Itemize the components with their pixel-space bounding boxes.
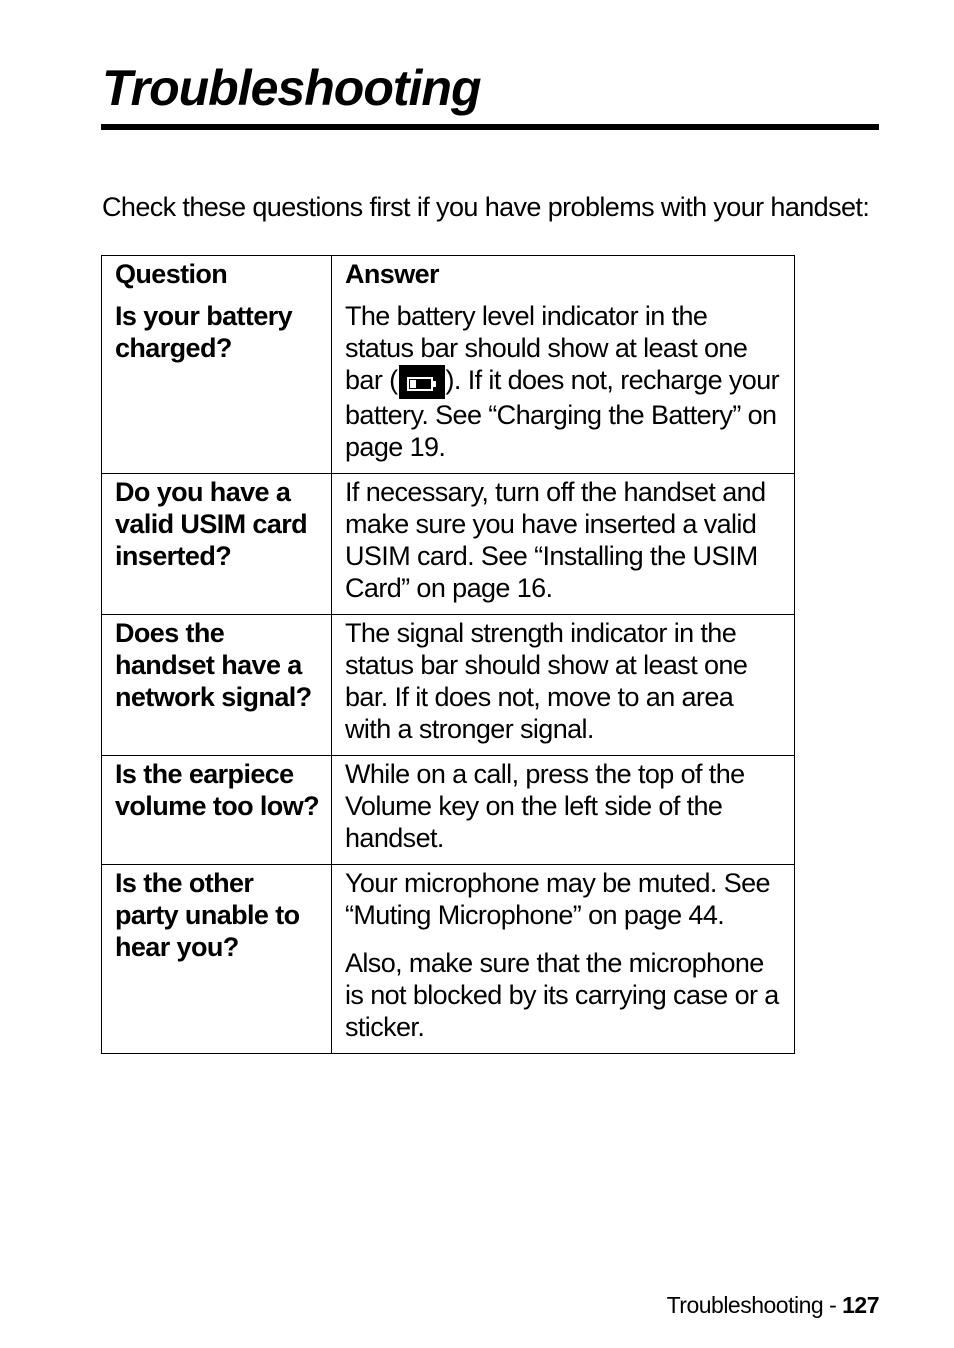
- page-number: 127: [842, 1292, 879, 1318]
- table-row: [102, 865, 795, 1054]
- battery-one-bar-icon: [399, 365, 445, 399]
- answer-text-part-2: ). If it does not, recharge your battery. See “Charging the Battery” on page 19.: [345, 365, 780, 462]
- troubleshooting-table: [101, 255, 795, 1054]
- answer-column-header: Answer: [345, 259, 439, 289]
- question-cell: [102, 256, 332, 474]
- question-cell: [102, 474, 332, 615]
- question-text: Do you have a valid USIM card inserted?: [115, 477, 308, 571]
- answer-cell: [332, 256, 795, 474]
- title-rule: [101, 124, 879, 130]
- question-column-header: Question: [115, 259, 228, 289]
- answer-text: If necessary, turn off the handset and make sure you have inserted a valid USIM card. See “Installing the USIM Card” on page 16.: [345, 477, 766, 603]
- answer-text-2: Also, make sure that the microphone is not blocked by its carrying case or a sticker.: [345, 948, 779, 1042]
- question-cell: [102, 615, 332, 756]
- table-row: [102, 256, 795, 474]
- question-text: Is your battery charged?: [115, 301, 293, 363]
- question-text: Is the earpiece volume too low?: [115, 759, 319, 821]
- answer-text: While on a call, press the top of the Volume key on the left side of the handset.: [345, 759, 745, 853]
- intro-text: Check these questions first if you have problems with your handset:: [102, 192, 870, 222]
- page-footer: [667, 1290, 879, 1320]
- answer-text: The signal strength indicator in the status bar should show at least one bar. If it does not, move to an area with a stronger signal.: [345, 618, 748, 744]
- answer-cell: [332, 865, 795, 1054]
- question-cell: [102, 865, 332, 1054]
- question-text: Is the other party unable to hear you?: [115, 868, 300, 962]
- answer-cell: [332, 474, 795, 615]
- answer-text: Your microphone may be muted. See “Muting Microphone” on page 44.: [345, 868, 770, 930]
- answer-cell: [332, 756, 795, 865]
- question-text: Does the handset have a network signal?: [115, 618, 312, 712]
- answer-text-part-1: The battery level indicator in the status bar should show at least one bar (: [345, 301, 748, 395]
- table-row: [102, 756, 795, 865]
- table-row: [102, 615, 795, 756]
- answer-cell: [332, 615, 795, 756]
- footer-section-label: Troubleshooting -: [666, 1292, 843, 1318]
- question-cell: [102, 756, 332, 865]
- page-title: Troubleshooting: [102, 60, 481, 116]
- table-row: [102, 474, 795, 615]
